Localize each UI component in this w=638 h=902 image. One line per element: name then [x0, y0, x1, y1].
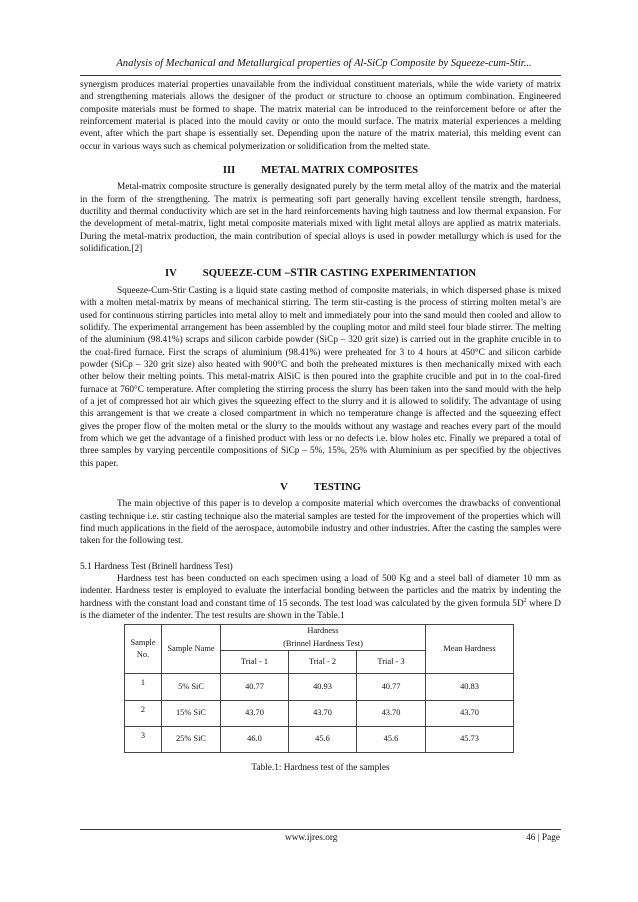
section-4-title-part1: SQUEEZE-CUM	[202, 268, 282, 280]
cell-mean: 43.70	[426, 701, 514, 727]
table-header-row	[125, 625, 514, 651]
formula-superscript: 2	[523, 597, 527, 604]
section-3-heading	[80, 165, 561, 177]
table-caption: Table.1: Hardness test of the samples	[251, 763, 390, 774]
section-4-number: IV	[165, 268, 177, 280]
header-hardness-line1: Hardness	[307, 626, 339, 636]
header-trial-2: Trial - 2	[289, 651, 357, 674]
header-trial-1: Trial - 1	[221, 651, 289, 674]
header-sample-name: Sample Name	[162, 625, 221, 674]
cell-trial-1: 46.0	[221, 727, 289, 753]
cell-sample-name: 25% SiC	[162, 727, 221, 753]
page-number: 46 | Page	[526, 833, 560, 843]
header-sample-no: Sample No.	[125, 625, 162, 674]
header-hardness	[221, 625, 426, 651]
section-3-number: III	[222, 165, 236, 177]
header-hardness-line2: (Brinnel Hardness Test)	[283, 638, 363, 648]
subsection-5-1-paragraph	[80, 573, 561, 622]
subsection-5-1-title: 5.1 Hardness Test (Brinell hardness Test)	[80, 561, 233, 572]
header-rule	[80, 75, 561, 76]
section-5-number: V	[280, 481, 288, 493]
intro-paragraph: synergism produces material properties unavailable from the individual constituent materials, while the wide variety of matrix and strengthening materials allows the designer of the product or structure to choose an optimum combination. Engineered composite materials must be formed to shape. The matrix material can be introduced to the reinforcement before or after the reinforcement material is placed into the mould cavity or onto the mould surface. The matrix material experiences a melding event, after which the part shape is essentially set. Depending upon the nature of the matrix material, this melding event can occur in various ways such as chemical polymerization or solidification from the melted state.	[80, 80, 561, 152]
footer-url[interactable]: www.ijres.org	[285, 833, 338, 843]
section-4-heading	[80, 267, 561, 280]
cell-trial-2: 40.93	[289, 674, 357, 701]
formula-text-after: where D is the diameter of the indenter. The test results are shown in the Table.1	[80, 598, 562, 622]
running-title: Analysis of Mechanical and Metallurgical properties of Al-SiCp Composite by Squeeze-cum-Stir...	[116, 58, 532, 69]
cell-mean: 45.73	[426, 727, 514, 753]
section-4-paragraph: Squeeze-Cum-Stir Casting is a liquid state casting method of composite materials, in which dispersed phase is mixed with a molten metal-matrix by means of mechanical stirring. The term stir-casting is the process of stirring molten metal’s are used for continuous stirring particles into metal alloy to melt and immediately pour into the sand mould then cooled and allow to solidify. The experimental arrangement has been assembled by the coupling motor and mild steel four blade stirrer. The melting of the aluminium (98.41%) scraps and silicon carbide powder (SiCp – 320 grit size) is carried out in the graphite crucible in to the coal-fired furnace. First the scraps of aluminium (98.41%) were preheated for 3 to 4 hours at 450°C and silicon carbide powder (SiCp – 320 grit size) also heated with 900°C and both the preheated mixtures is then mechanically mixed with each other below their melting points. This metal-matrix AlSiC is then poured into the graphite crucible and put in to the coal-fired furnace at 760°C temperature. After completing the stirring process the slurry has been taken into the sand mould with the help of a jet of compressed hot air which gives the squeezing effect to the slurry and it is allowed to solidify. The advantage of using this arrangement is that we create a closed compartment in which no temperature change is affected and the squeezing effect gives the proper flow of the molten metal or the slurry to the moulds without any wastage and reaches every part of the mould from which we get the advantage of a finished product with less or no defects i.e. blow holes etc. Finally we prepared a total of three samples by varying percentile compositions of SiCp – 5%, 15%, 25% with Aluminium as per specified by the objectives this paper.	[80, 285, 561, 469]
table-row	[125, 727, 514, 753]
header-mean-hardness: Mean Hardness	[426, 625, 514, 674]
cell-sample-name: 5% SiC	[162, 674, 221, 701]
hardness-table	[124, 624, 514, 753]
table-row	[125, 701, 514, 727]
table-row	[125, 674, 514, 701]
formula-text-before: Hardness test has been conducted on each specimen using a load of 500 Kg and a steel ball of diameter 10 mm as indenter. Hardness tester is employed to evaluate the interfacial bonding between the particles and the matrix by indenting the hardness with the constant load and constant time of 15 seconds. The test load was calculated by the given formula 5D	[80, 574, 561, 609]
section-3-title: METAL MATRIX COMPOSITES	[261, 165, 419, 177]
cell-mean: 40.83	[426, 674, 514, 701]
cell-trial-3: 43.70	[357, 701, 426, 727]
header-trial-3: Trial - 3	[357, 651, 426, 674]
cell-trial-1: 40.77	[221, 674, 289, 701]
cell-sample-no: 2	[125, 701, 162, 727]
cell-trial-3: 45.6	[357, 727, 426, 753]
section-4-title-part2: –STIR	[281, 266, 318, 280]
section-5-heading	[80, 482, 561, 494]
section-5-title: TESTING	[313, 481, 361, 493]
cell-trial-2: 43.70	[289, 701, 357, 727]
page-body	[80, 79, 561, 774]
cell-sample-no: 1	[125, 674, 162, 701]
cell-sample-no: 3	[125, 727, 162, 753]
section-3-paragraph: Metal-matrix composite structure is generally designated purely by the term metal alloy of the matrix and the material in the form of the strengthening. The matrix is permeating soft part generally having excellent tensile strength, hardness, ductility and thermal conductivity which are set in the hard reinforcements having high tautness and low thermal expansion. For the development of metal-matrix, light metal composite materials mixed with light metal alloys are applied as matrix materials. During the metal-matrix production, the main contribution of special alloys is used in powder metallurgy which is used for the solidification.[2]	[80, 182, 561, 255]
cell-sample-name: 15% SiC	[162, 701, 221, 727]
cell-trial-1: 43.70	[221, 701, 289, 727]
cell-trial-3: 40.77	[357, 674, 426, 701]
section-4-title-part3: CASTING EXPERIMENTATION	[317, 268, 476, 280]
section-5-paragraph: The main objective of this paper is to develop a composite material which overcomes the drawbacks of conventional casting technique i.e. stir casting technique also the material samples are tested for the improvement of the properties which will find much applications in the field of the aerospace, automobile industry and other industries. After the casting the samples were taken for the following test.	[80, 499, 561, 547]
footer-rule	[80, 829, 561, 830]
cell-trial-2: 45.6	[289, 727, 357, 753]
